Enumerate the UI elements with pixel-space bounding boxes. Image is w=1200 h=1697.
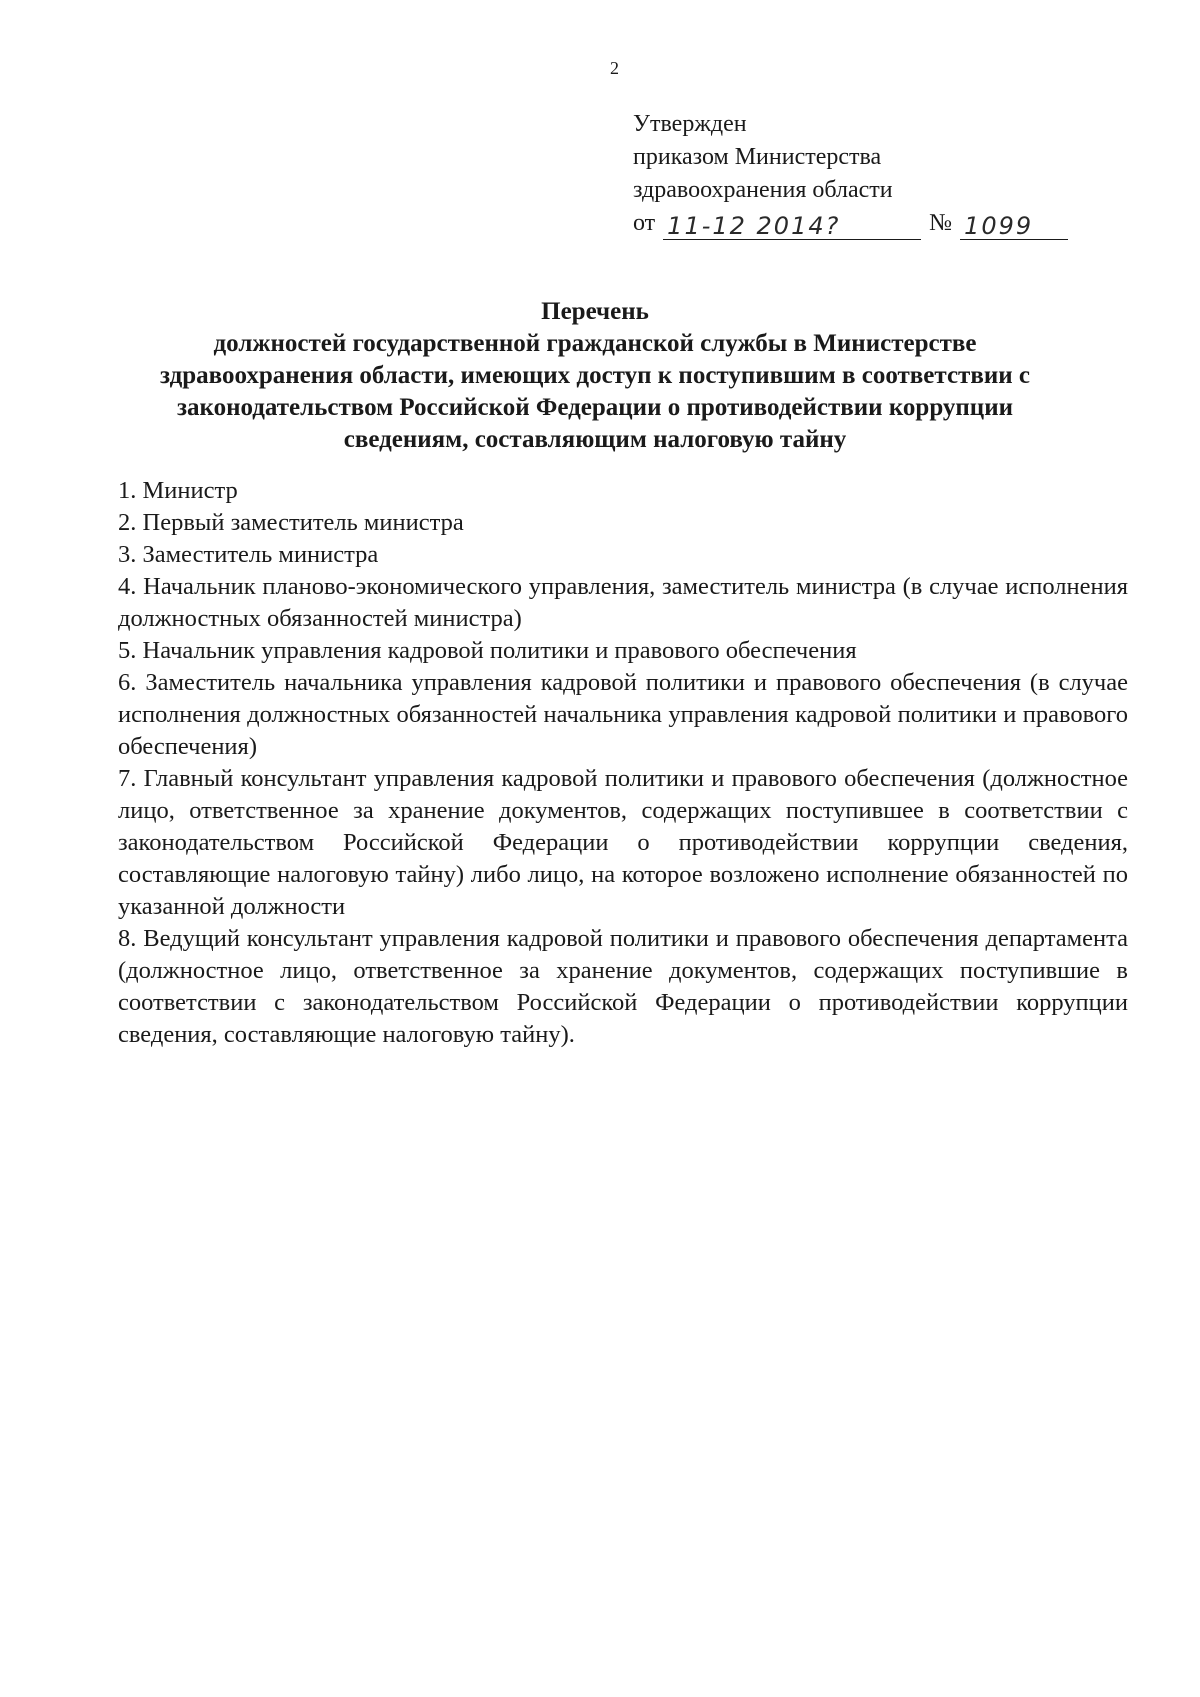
- list-item: 6. Заместитель начальника управления кадровой политики и правового обеспечения (в случае исполнения должностных обязанностей начальника управления кадровой политики и правового обеспечения): [118, 669, 1128, 760]
- list-item: 7. Главный консультант управления кадровой политики и правового обеспечения (должностное лицо, ответственное за хранение документов, содержащих поступившее в соответствии с законодательством Российской Федерации о противодействии коррупции сведения, составляющие налоговую тайну) либо лицо, на которое возложено исполнение обязанностей по указанной должности: [118, 765, 1128, 920]
- handwritten-date: 11-12 2014?: [663, 213, 921, 240]
- list-item: 5. Начальник управления кадровой политики и правового обеспечения: [118, 637, 857, 664]
- list-item: 8. Ведущий консультант управления кадровой политики и правового обеспечения департамента (должностное лицо, ответственное за хранение документов, содержащих поступившие в соответствии с законодательством Российской Федерации о противодействии коррупции сведения, составляющие налоговую тайну).: [118, 925, 1128, 1048]
- list-item: 2. Первый заместитель министра: [118, 509, 464, 536]
- list-item: 4. Начальник планово-экономического управления, заместитель министра (в случае исполнения должностных обязанностей министра): [118, 573, 1128, 632]
- approval-date-number-row: [633, 207, 1093, 240]
- date-prefix: от: [633, 210, 656, 236]
- title-line: законодательством Российской Федерации о противодействии коррупции: [176, 394, 1014, 421]
- positions-list: [118, 475, 1128, 1051]
- list-item: 3. Заместитель министра: [118, 541, 379, 568]
- approval-line-order: приказом Министерства: [633, 144, 882, 170]
- page-number: 2: [610, 58, 619, 78]
- handwritten-number: 1099: [960, 213, 1068, 240]
- title-line: сведениям, составляющим налоговую тайну: [343, 426, 847, 453]
- document-title: [95, 296, 1095, 456]
- approval-line-approved: Утвержден: [633, 111, 747, 137]
- approval-stamp-block: [633, 108, 1093, 240]
- title-heading: Перечень: [541, 298, 649, 325]
- title-line: здравоохранения области, имеющих доступ к поступившим в соответствии с: [160, 362, 1030, 389]
- number-sign: №: [929, 210, 953, 236]
- title-line: должностей государственной гражданской службы в Министерстве: [213, 330, 977, 357]
- approval-line-ministry: здравоохранения области: [633, 177, 893, 203]
- list-item: 1. Министр: [118, 477, 238, 504]
